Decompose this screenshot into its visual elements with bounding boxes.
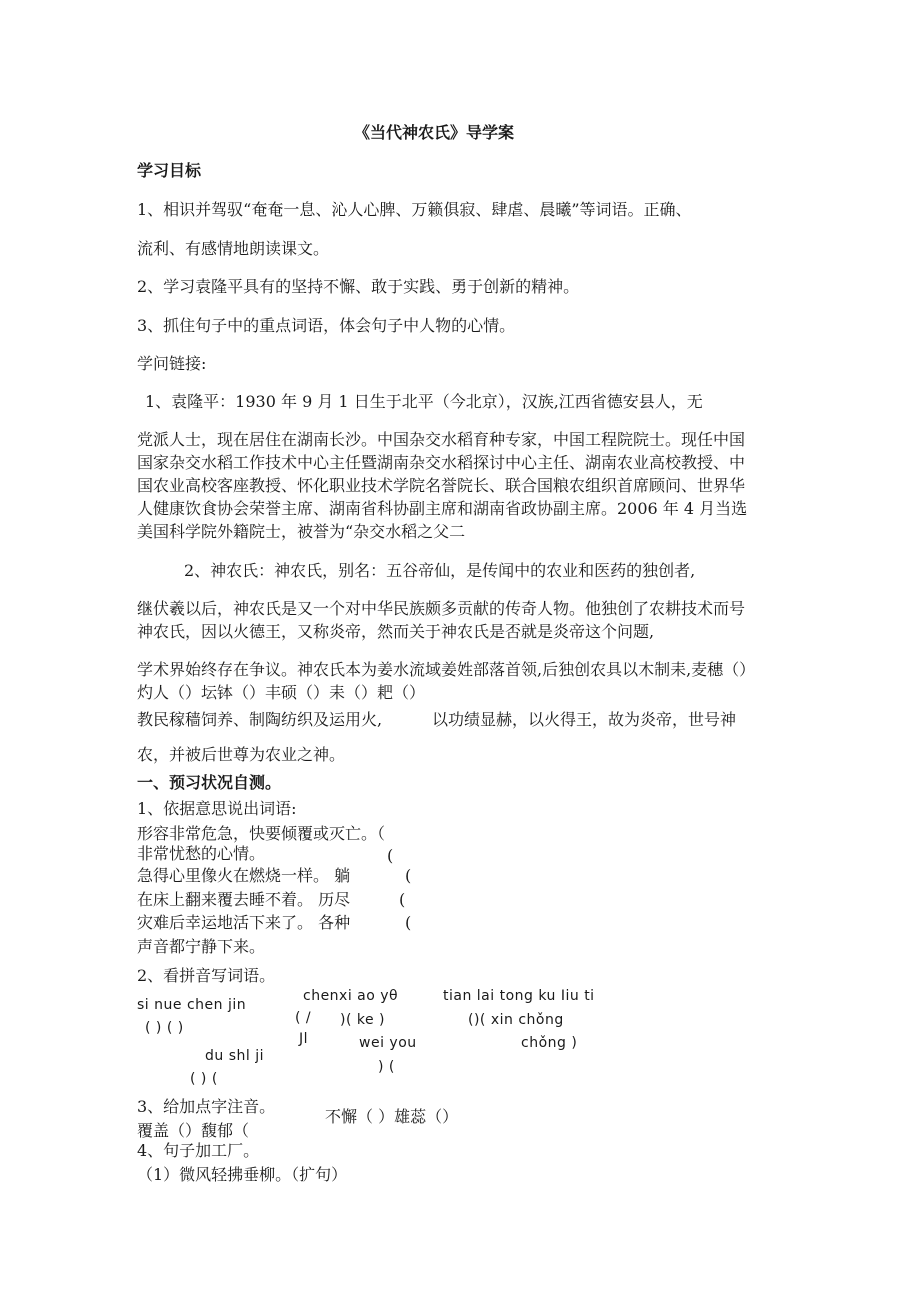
pinyin-row-3: du shl ji xyxy=(205,1048,264,1064)
q1-line-3-paren: ( xyxy=(405,866,412,885)
objectives-heading: 学习目标 xyxy=(137,161,202,180)
shen-line-1: 2、神农氏：神农氏，别名：五谷帝仙，是传闻中的农业和医药的独创者, xyxy=(184,561,696,580)
yuan-line-6: 美国科学院外籍院士，被誉为“杂交水稻之父二 xyxy=(137,522,466,541)
shen-line-2: 继伏羲以后，神农氏是又一个对中华民族颇多贡献的传奇人物。他独创了农耕技术而号 xyxy=(137,599,746,618)
q1-line-5-paren: ( xyxy=(405,913,412,932)
objective-1-line-2: 流利、有感情地朗读课文。 xyxy=(137,239,330,258)
pinyin-row-1a: si nue chen jin xyxy=(137,997,247,1013)
blank-row-1c: ()( xin chǒng xyxy=(468,1012,564,1028)
objective-2: 2、学习袁隆平具有的坚持不懈、敢于实践、勇于创新的精神。 xyxy=(137,277,580,296)
q1-line-5: 灾难后幸运地活下来了。 各种 xyxy=(137,913,351,932)
yuan-line-5: 人健康饮食协会荣誉主席、湖南省科协副主席和湖南省政协副主席。2006 年 4 月当选 xyxy=(137,499,748,518)
pinyin-row-2b: chǒng ) xyxy=(521,1035,578,1051)
q4-item-1: （1）微风轻拂垂柳。（扩句） xyxy=(137,1165,348,1184)
q1-line-3: 急得心里像火在燃烧一样。 躺 xyxy=(137,866,351,885)
yuan-line-4: 国农业高校客座教授、怀化职业技术学院名誉院长、联合国粮农组织首席顾问、世界华 xyxy=(137,476,746,495)
q1-line-2: 非常忧愁的心情。 xyxy=(137,844,266,863)
shen-line-3: 神农氏，因以火德王，又称炎帝，然而关于神农氏是否就是炎帝这个问题, xyxy=(137,622,655,641)
yuan-line-2: 党派人士，现在居住在湖南长沙。中国杂交水稻育种专家，中国工程院院士。现任中国 xyxy=(137,430,746,449)
yuan-line-3: 国家杂交水稻工作技术中心主任暨湖南杂交水稻探讨中心主任、湖南农业高校教授、中 xyxy=(137,453,746,472)
page-title: 《当代神农氏》导学案 xyxy=(354,123,515,142)
yuan-line-1: 1、袁隆平：1930 年 9 月 1 日生于北平（今北京），汉族,江西省德安县人，无 xyxy=(145,392,703,411)
q3-line-1: 覆盖（）馥郁（ xyxy=(137,1121,250,1140)
shen-line-6a: 教民稼穑饲养、制陶纺织及运用火, xyxy=(137,710,383,729)
q1-line-2-paren: ( xyxy=(387,846,394,865)
shen-line-5: 灼人（）坛钵（）丰硕（）耒（）耙（） xyxy=(137,683,426,702)
glyph-mark: ( / xyxy=(295,1010,312,1026)
q1-line-4-paren: ( xyxy=(399,890,406,909)
objective-3: 3、抓住句子中的重点词语，体会句子中人物的心情。 xyxy=(137,316,516,335)
blank-row-3b: ) ( xyxy=(378,1059,395,1075)
pinyin-row-1b: chenxi ao yθ xyxy=(303,988,399,1004)
pinyin-row-2a: wei you xyxy=(359,1035,417,1051)
q4-title: 4、句子加工厂。 xyxy=(137,1141,260,1160)
blank-row-3a: ( ) ( xyxy=(190,1071,218,1087)
section-1-heading: 一、预习状况自测。 xyxy=(137,773,282,792)
q3-right: 不懈（ ）雄蕊（） xyxy=(325,1107,459,1126)
q3-title: 3、给加点字注音。 xyxy=(137,1097,276,1116)
q1-line-6: 声音都宁静下来。 xyxy=(137,937,266,956)
objective-1-line-1: 1、相识并驾驭“奄奄一息、沁人心脾、万籁俱寂、肆虐、晨曦”等词语。正确、 xyxy=(137,200,692,219)
q1-title: 1、依据意思说出词语: xyxy=(137,799,297,818)
blank-row-1a: ( ) ( ) xyxy=(145,1020,184,1036)
q1-line-4: 在床上翻来覆去睡不着。 历尽 xyxy=(137,890,351,909)
knowledge-heading: 学问链接: xyxy=(137,354,207,373)
pinyin-row-1c: tian lai tong ku Iiu ti xyxy=(443,988,595,1004)
shen-line-7: 农，并被后世尊为农业之神。 xyxy=(137,745,346,764)
glyph-mark-2: Jl xyxy=(299,1031,309,1047)
q1-line-1: 形容非常危急，快要倾覆或灭亡。（ xyxy=(137,824,386,843)
shen-line-4: 学术界始终存在争议。神农氏本为姜水流域姜姓部落首领,后独创农具以木制耒,麦穗（） xyxy=(137,660,756,679)
blank-row-1b: )( ke ) xyxy=(340,1012,386,1028)
q2-title: 2、看拼音写词语。 xyxy=(137,966,276,985)
shen-line-6b: 以功绩显赫，以火得王，故为炎帝，世号神 xyxy=(432,710,737,729)
